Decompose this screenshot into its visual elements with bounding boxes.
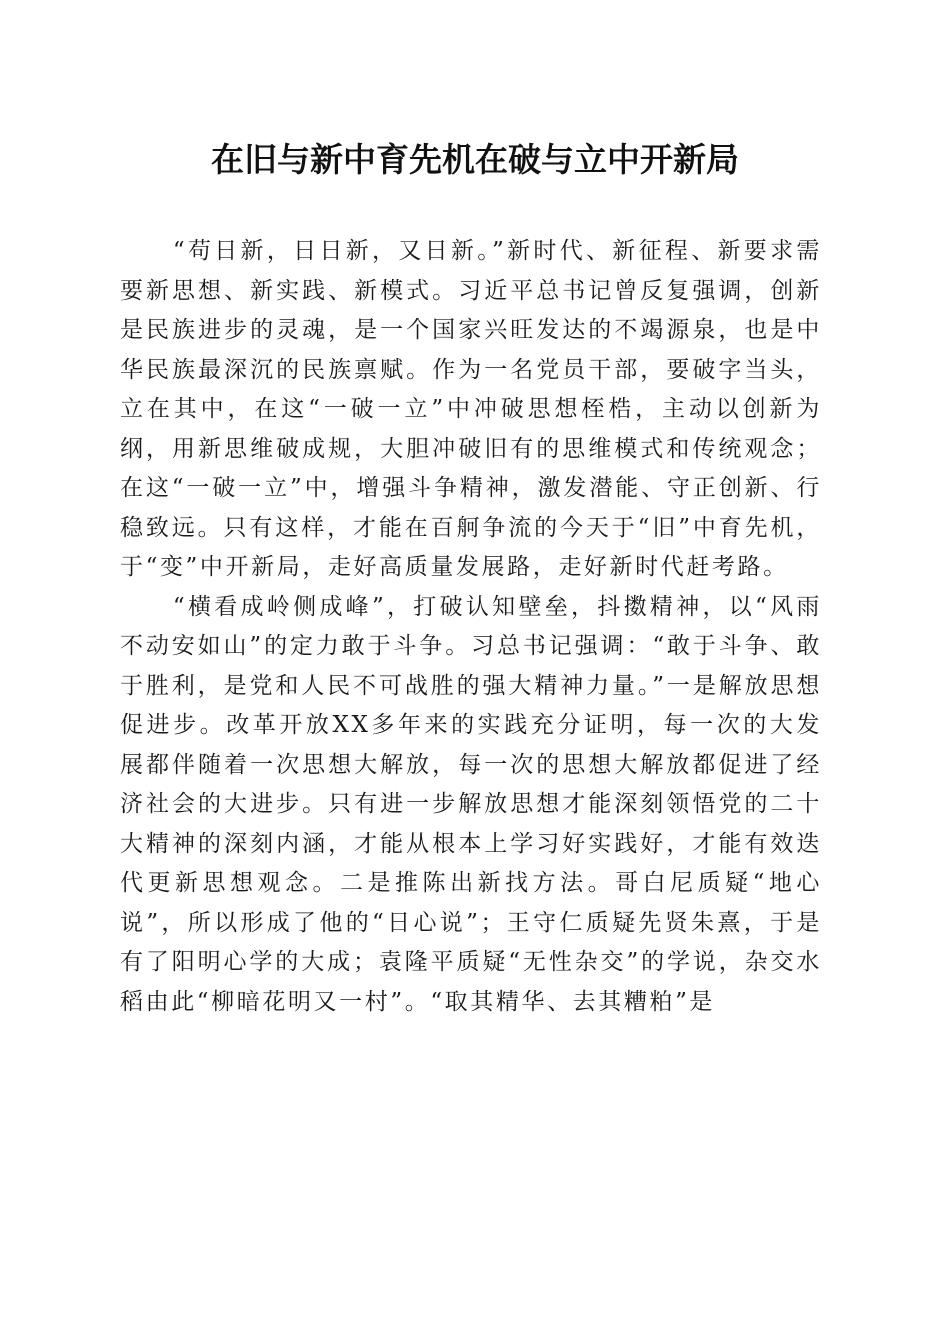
document-title: 在旧与新中育先机在破与立中开新局: [211, 140, 739, 179]
paragraph-1: “苟日新，日日新，又日新。”新时代、新征程、新要求需要新思想、新实践、新模式。习近平总书记曾反复强调，创新是民族进步的灵魂，是一个国家兴旺发达的不竭源泉，也是中华民族最深沉的民族禀赋。作为一名党员干部，要破字当头，立在其中，在这“一破一立”中冲破思想桎梏，主动以创新为纲，用新思维破成规，大胆冲破旧有的思维模式和传统观念；在这“一破一立”中，增强斗争精神，激发潜能、守正创新、行稳致远。只有这样，才能在百舸争流的今天于“旧”中育先机，于“变”中开新局，走好高质量发展路，走好新时代赶考路。: [120, 238, 822, 580]
paragraph-2: “横看成岭侧成峰”，打破认知壁垒，抖擞精神，以“风雨不动安如山”的定力敢于斗争。习总书记强调：“敢于斗争、敢于胜利，是党和人民不可战胜的强大精神力量。”一是解放思想促进步。改革开放XX多年来的实践充分证明，每一次的大发展都伴随着一次思想大解放，每一次的思想大解放都促进了经济社会的大进步。只有进一步解放思想才能深刻领悟党的二十大精神的深刻内涵，才能从根本上学习好实践好，才能有效迭代更新思想观念。二是推陈出新找方法。哥白尼质疑“地心说”，所以形成了他的“日心说”；王守仁质疑先贤朱熹，于是有了阳明心学的大成；袁隆平质疑“无性杂交”的学说，杂交水稻由此“柳暗花明又一村”。“取其精华、去其糟粕”是: [120, 593, 822, 1015]
document-body: [120, 232, 822, 1022]
